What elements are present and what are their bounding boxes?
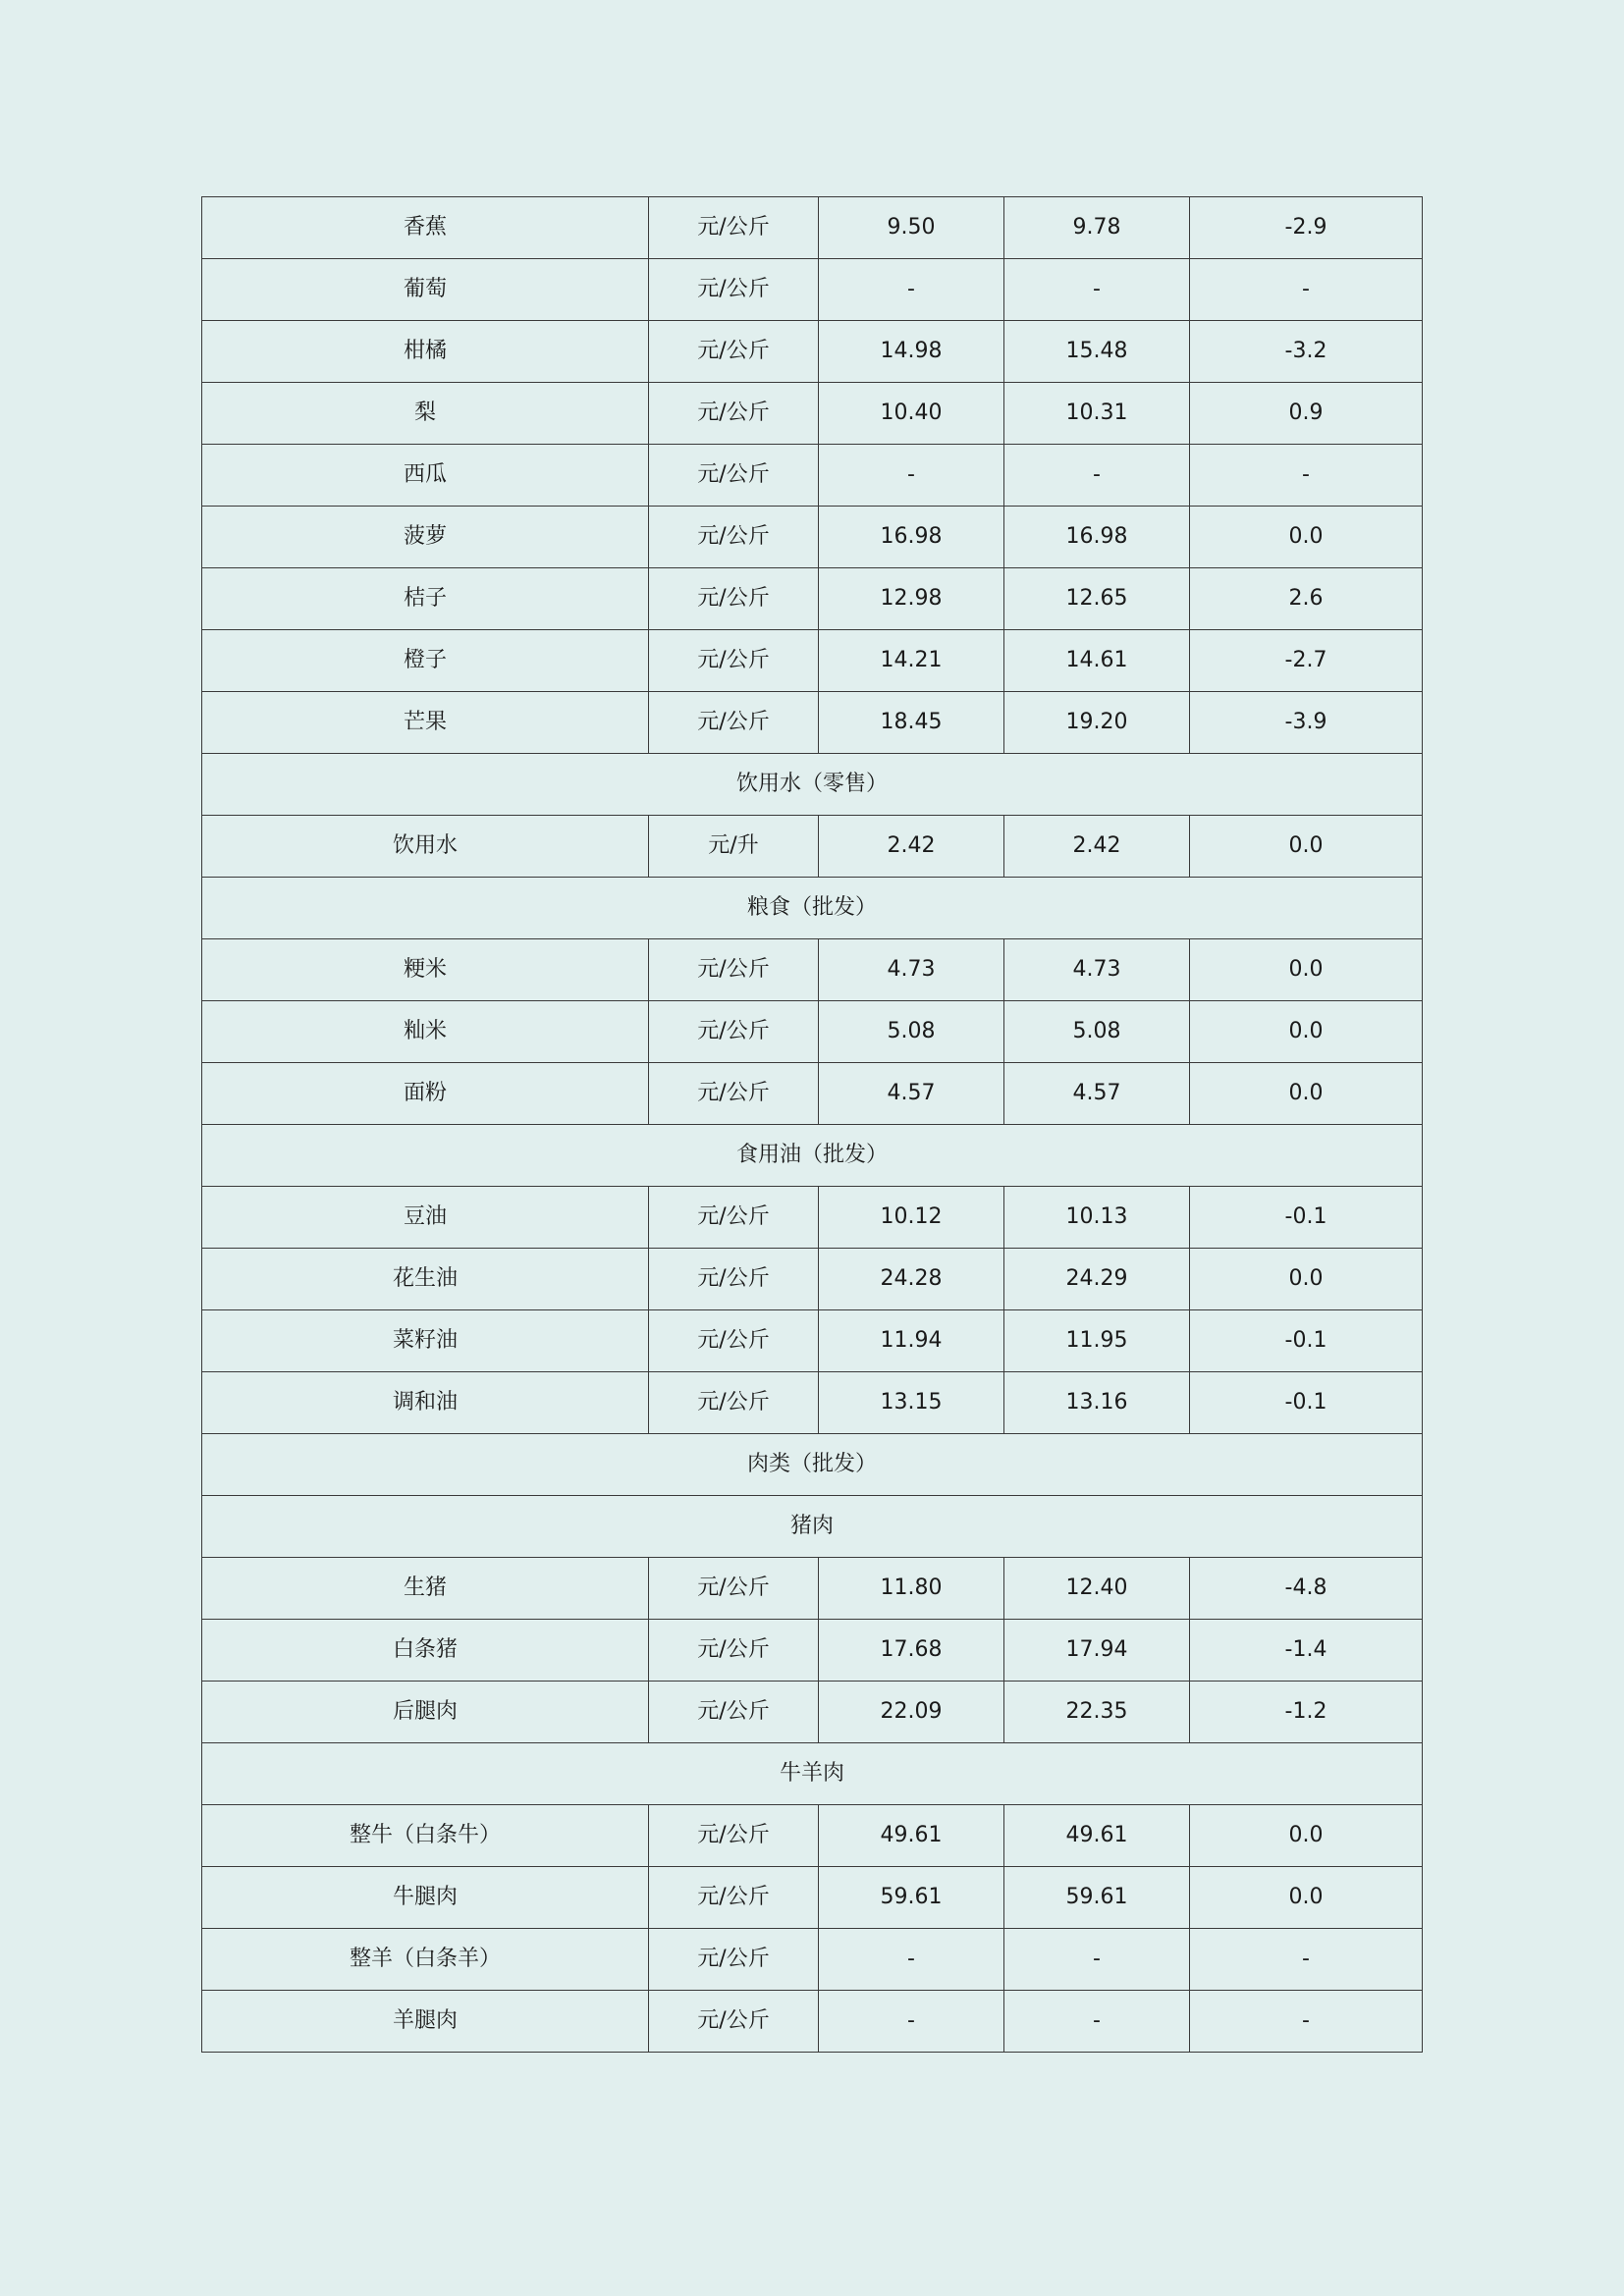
current-price-cell: 16.98 — [819, 507, 1004, 568]
table-row — [202, 568, 1423, 630]
item-name-cell: 白条猪 — [202, 1620, 649, 1682]
previous-price-cell: 5.08 — [1004, 1001, 1190, 1063]
unit-cell: 元/公斤 — [649, 383, 819, 445]
previous-price-cell: 10.31 — [1004, 383, 1190, 445]
unit-cell: 元/公斤 — [649, 1620, 819, 1682]
current-price-cell: 17.68 — [819, 1620, 1004, 1682]
previous-price-cell: 59.61 — [1004, 1867, 1190, 1929]
table-row — [202, 259, 1423, 321]
change-percent-cell: -0.1 — [1190, 1187, 1423, 1249]
item-name-cell: 面粉 — [202, 1063, 649, 1125]
unit-cell: 元/公斤 — [649, 1558, 819, 1620]
item-name-cell: 香蕉 — [202, 197, 649, 259]
item-name-cell: 芒果 — [202, 692, 649, 754]
current-price-cell: 24.28 — [819, 1249, 1004, 1310]
previous-price-cell: 10.13 — [1004, 1187, 1190, 1249]
current-price-cell: 12.98 — [819, 568, 1004, 630]
item-name-cell: 葡萄 — [202, 259, 649, 321]
section-title: 牛羊肉 — [202, 1743, 1423, 1805]
item-name-cell: 菠萝 — [202, 507, 649, 568]
change-percent-cell: 0.0 — [1190, 1063, 1423, 1125]
current-price-cell: 14.21 — [819, 630, 1004, 692]
current-price-cell: 2.42 — [819, 816, 1004, 878]
current-price-cell: 9.50 — [819, 197, 1004, 259]
change-percent-cell: -0.1 — [1190, 1310, 1423, 1372]
previous-price-cell: 22.35 — [1004, 1682, 1190, 1743]
change-percent-cell: - — [1190, 1991, 1423, 2053]
table-row — [202, 1558, 1423, 1620]
previous-price-cell: 4.57 — [1004, 1063, 1190, 1125]
unit-cell: 元/公斤 — [649, 445, 819, 507]
price-table — [201, 196, 1423, 2053]
item-name-cell: 籼米 — [202, 1001, 649, 1063]
current-price-cell: 14.98 — [819, 321, 1004, 383]
previous-price-cell: 12.65 — [1004, 568, 1190, 630]
previous-price-cell: 17.94 — [1004, 1620, 1190, 1682]
current-price-cell: 10.40 — [819, 383, 1004, 445]
unit-cell: 元/公斤 — [649, 1187, 819, 1249]
unit-cell: 元/公斤 — [649, 1805, 819, 1867]
previous-price-cell: 15.48 — [1004, 321, 1190, 383]
previous-price-cell: - — [1004, 259, 1190, 321]
item-name-cell: 生猪 — [202, 1558, 649, 1620]
previous-price-cell: - — [1004, 1929, 1190, 1991]
item-name-cell: 豆油 — [202, 1187, 649, 1249]
item-name-cell: 饮用水 — [202, 816, 649, 878]
previous-price-cell: 2.42 — [1004, 816, 1190, 878]
table-row — [202, 1620, 1423, 1682]
change-percent-cell: - — [1190, 445, 1423, 507]
previous-price-cell: 16.98 — [1004, 507, 1190, 568]
unit-cell: 元/公斤 — [649, 1249, 819, 1310]
item-name-cell: 整羊（白条羊） — [202, 1929, 649, 1991]
previous-price-cell: 19.20 — [1004, 692, 1190, 754]
item-name-cell: 后腿肉 — [202, 1682, 649, 1743]
table-row — [202, 630, 1423, 692]
change-percent-cell: -2.9 — [1190, 197, 1423, 259]
item-name-cell: 柑橘 — [202, 321, 649, 383]
change-percent-cell: 0.0 — [1190, 507, 1423, 568]
table-row — [202, 383, 1423, 445]
table-row — [202, 816, 1423, 878]
change-percent-cell: -1.2 — [1190, 1682, 1423, 1743]
change-percent-cell: -0.1 — [1190, 1372, 1423, 1434]
previous-price-cell: 9.78 — [1004, 197, 1190, 259]
table-row — [202, 939, 1423, 1001]
current-price-cell: 49.61 — [819, 1805, 1004, 1867]
change-percent-cell: -4.8 — [1190, 1558, 1423, 1620]
table-row — [202, 1001, 1423, 1063]
table-row — [202, 1187, 1423, 1249]
table-row — [202, 197, 1423, 259]
unit-cell: 元/公斤 — [649, 1372, 819, 1434]
change-percent-cell: -3.9 — [1190, 692, 1423, 754]
unit-cell: 元/公斤 — [649, 1867, 819, 1929]
table-row — [202, 1310, 1423, 1372]
item-name-cell: 西瓜 — [202, 445, 649, 507]
table-row — [202, 445, 1423, 507]
table-row — [202, 1372, 1423, 1434]
section-header-row — [202, 754, 1423, 816]
item-name-cell: 梨 — [202, 383, 649, 445]
table-row — [202, 1991, 1423, 2053]
table-row — [202, 692, 1423, 754]
change-percent-cell: 0.0 — [1190, 1001, 1423, 1063]
change-percent-cell: -3.2 — [1190, 321, 1423, 383]
unit-cell: 元/公斤 — [649, 1310, 819, 1372]
change-percent-cell: -2.7 — [1190, 630, 1423, 692]
current-price-cell: - — [819, 1991, 1004, 2053]
table-row — [202, 1929, 1423, 1991]
item-name-cell: 菜籽油 — [202, 1310, 649, 1372]
change-percent-cell: 2.6 — [1190, 568, 1423, 630]
table-row — [202, 507, 1423, 568]
section-header-row — [202, 1496, 1423, 1558]
section-header-row — [202, 1125, 1423, 1187]
previous-price-cell: - — [1004, 445, 1190, 507]
section-title: 食用油（批发） — [202, 1125, 1423, 1187]
change-percent-cell: 0.9 — [1190, 383, 1423, 445]
current-price-cell: - — [819, 259, 1004, 321]
section-title: 肉类（批发） — [202, 1434, 1423, 1496]
item-name-cell: 花生油 — [202, 1249, 649, 1310]
unit-cell: 元/公斤 — [649, 1991, 819, 2053]
price-table-body — [202, 197, 1423, 2053]
table-row — [202, 321, 1423, 383]
change-percent-cell: 0.0 — [1190, 1805, 1423, 1867]
section-header-row — [202, 878, 1423, 939]
item-name-cell: 粳米 — [202, 939, 649, 1001]
current-price-cell: 11.80 — [819, 1558, 1004, 1620]
current-price-cell: - — [819, 445, 1004, 507]
item-name-cell: 羊腿肉 — [202, 1991, 649, 2053]
previous-price-cell: 13.16 — [1004, 1372, 1190, 1434]
current-price-cell: 4.73 — [819, 939, 1004, 1001]
unit-cell: 元/公斤 — [649, 692, 819, 754]
section-title: 猪肉 — [202, 1496, 1423, 1558]
section-title: 粮食（批发） — [202, 878, 1423, 939]
table-row — [202, 1063, 1423, 1125]
table-row — [202, 1249, 1423, 1310]
previous-price-cell: 12.40 — [1004, 1558, 1190, 1620]
change-percent-cell: - — [1190, 259, 1423, 321]
current-price-cell: 22.09 — [819, 1682, 1004, 1743]
previous-price-cell: 11.95 — [1004, 1310, 1190, 1372]
previous-price-cell: 24.29 — [1004, 1249, 1190, 1310]
table-row — [202, 1867, 1423, 1929]
item-name-cell: 整牛（白条牛） — [202, 1805, 649, 1867]
current-price-cell: 18.45 — [819, 692, 1004, 754]
unit-cell: 元/公斤 — [649, 321, 819, 383]
item-name-cell: 调和油 — [202, 1372, 649, 1434]
section-title: 饮用水（零售） — [202, 754, 1423, 816]
table-row — [202, 1805, 1423, 1867]
previous-price-cell: 4.73 — [1004, 939, 1190, 1001]
change-percent-cell: 0.0 — [1190, 1867, 1423, 1929]
unit-cell: 元/公斤 — [649, 939, 819, 1001]
change-percent-cell: 0.0 — [1190, 816, 1423, 878]
current-price-cell: 4.57 — [819, 1063, 1004, 1125]
change-percent-cell: 0.0 — [1190, 939, 1423, 1001]
unit-cell: 元/公斤 — [649, 1001, 819, 1063]
unit-cell: 元/公斤 — [649, 507, 819, 568]
unit-cell: 元/公斤 — [649, 259, 819, 321]
change-percent-cell: -1.4 — [1190, 1620, 1423, 1682]
unit-cell: 元/公斤 — [649, 630, 819, 692]
current-price-cell: 11.94 — [819, 1310, 1004, 1372]
table-row — [202, 1682, 1423, 1743]
previous-price-cell: - — [1004, 1991, 1190, 2053]
change-percent-cell: 0.0 — [1190, 1249, 1423, 1310]
previous-price-cell: 49.61 — [1004, 1805, 1190, 1867]
unit-cell: 元/公斤 — [649, 1929, 819, 1991]
item-name-cell: 橙子 — [202, 630, 649, 692]
section-header-row — [202, 1743, 1423, 1805]
current-price-cell: 59.61 — [819, 1867, 1004, 1929]
unit-cell: 元/公斤 — [649, 197, 819, 259]
change-percent-cell: - — [1190, 1929, 1423, 1991]
current-price-cell: 10.12 — [819, 1187, 1004, 1249]
current-price-cell: 13.15 — [819, 1372, 1004, 1434]
section-header-row — [202, 1434, 1423, 1496]
unit-cell: 元/公斤 — [649, 1063, 819, 1125]
item-name-cell: 桔子 — [202, 568, 649, 630]
item-name-cell: 牛腿肉 — [202, 1867, 649, 1929]
previous-price-cell: 14.61 — [1004, 630, 1190, 692]
unit-cell: 元/公斤 — [649, 1682, 819, 1743]
current-price-cell: 5.08 — [819, 1001, 1004, 1063]
unit-cell: 元/升 — [649, 816, 819, 878]
current-price-cell: - — [819, 1929, 1004, 1991]
unit-cell: 元/公斤 — [649, 568, 819, 630]
